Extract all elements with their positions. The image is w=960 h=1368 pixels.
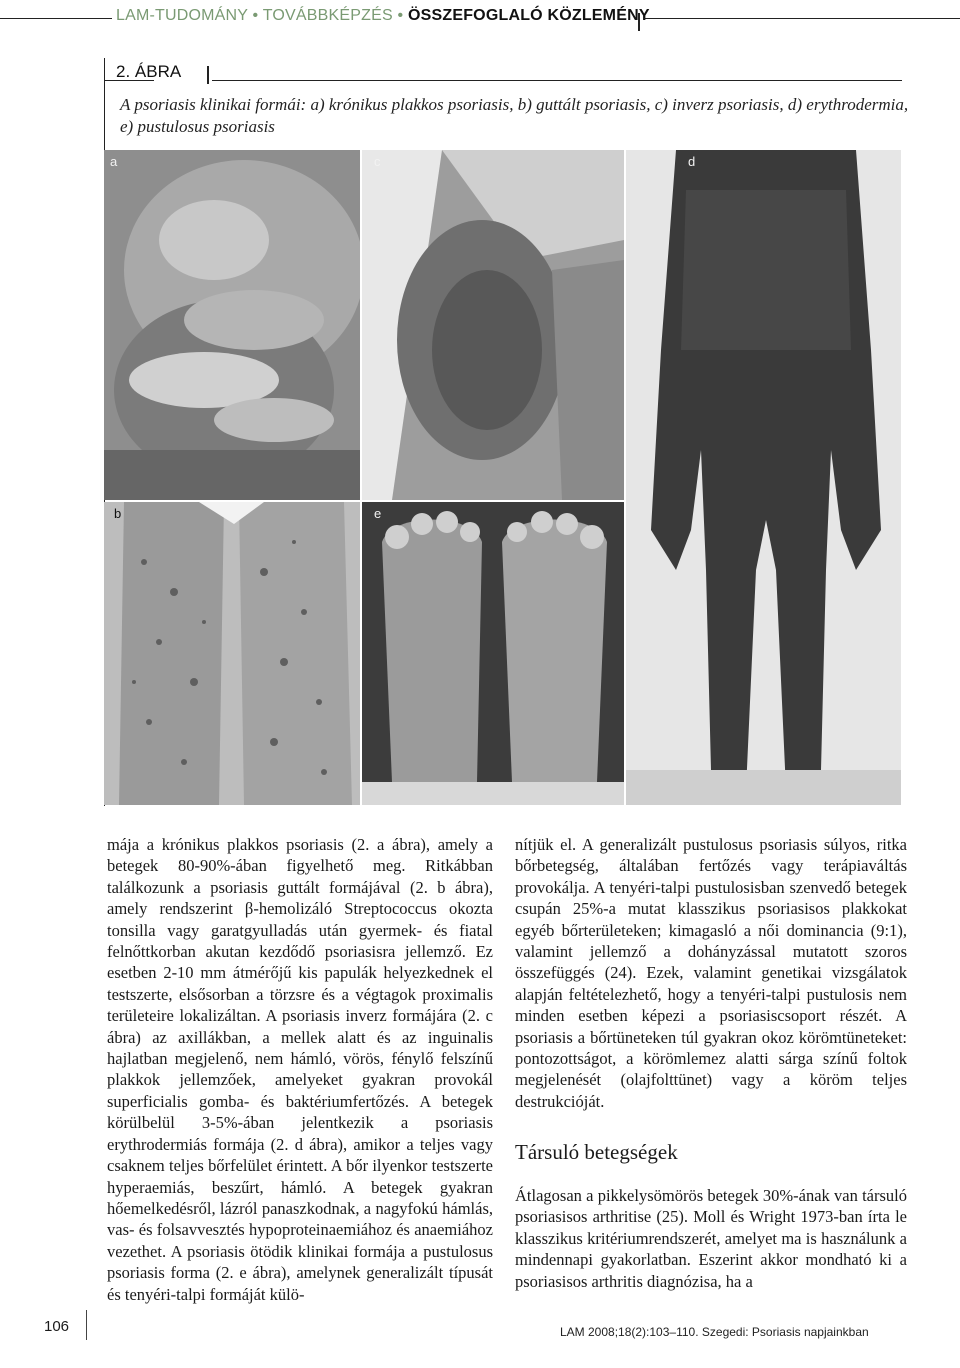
section-heading: Társuló betegségek [515,1140,678,1164]
left-column-text: mája a krónikus plakkos psoriasis (2. a ábra), amely a betegek 80-90%-ában figyelhető meg. Ritkábban találkozunk a psoriasis guttált formájával (2. b ábra), amely rendszerint β-hemolizáló Streptococcus okozta tonsilla vagy garatgyulladás után gyermek- és fiatal felnőttkorban akutan kezdődő psoriasisra jellemző. Ez esetben 2-10 mm átmérőjű kis papulák helyezkednek el testszerte, elsősorban a törzsre és a végtagok proximalis területeire lokalizáltan. A psoriasis inverz formájára (2. c ábra) az axillákban, a mellek alatt és az inguinalis hajlatban megjelenő, nem hámló, vörös, fénylő felszínű plakkok jellemzőek, amelyeket gyakran provokál superficialis gomba- és baktériumfertőzés. A betegek körülbelül 3-5%-ában jelentkezik a psoriasis erythrodermiás formája (2. d ábra), amikor a teljes vagy csaknem teljes bőrfelület érintett. A bőr ilyenkor testszerte hyperaemiás, beszűrt, hámló. A betegek gyakran hőemelkedésről, lázról panaszkodnak, a nagyfokú hámlás, vas- és folsavvesztés hypoproteinaemiához és anaemiához vezethet. A psoriasis ötödik klinikai formája a pustulosus psoriasis forma (2. e ábra), amelynek generalizált típusát és tenyéri-talpi formáját külö- [107,835,493,1304]
header-rule-left [0,18,112,19]
figure-caption: A psoriasis klinikai formái: a) krónikus plakkos psoriasis, b) guttált psoriasis, c) inverz psoriasis, d) erythrodermia, e) pustulosus psoriasis [120,95,909,136]
panel-label-b: b [114,506,122,521]
photo-panel-c [362,150,624,500]
figure-label: 2. ÁBRA [116,62,182,81]
figure-label-bar [207,66,209,84]
page-number: 106 [44,1318,70,1335]
footer-journal: LAM 2008;18(2):103–110. [560,1325,699,1339]
journal-header [0,4,960,30]
page-number-rule [86,1310,87,1340]
header-section-3: ÖSSZEFOGLALÓ KÖZLEMÉNY [407,7,650,24]
footer-citation [560,1325,869,1339]
photo-panel-d [626,150,901,805]
header-label [116,7,650,25]
panel-label-e: e [374,506,382,521]
figure-rule-right [212,80,902,81]
header-section-2: TOVÁBBKÉPZÉS [262,7,393,24]
panel-label-c: c [374,154,381,169]
photo-panel-e [362,502,624,805]
right-column-text: nítjük el. A generalizált pustulosus psoriasis súlyos, ritka bőrbetegség, általában fertőzés vagy terápiaváltás provokálja. A tenyéri-talpi pustulosisban szenvedő betegek csupán 25%-a mutat klasszikus psoriasisos plakkokat egyéb bőrterületeken; kimagasló a női dominancia (9:1), valamint jellemző a dohányzással mutatott szoros összefüggés (24). Ezek, valamint genetikai vizsgálatok alapján feltételezhető, hogy a tenyéri-talpi pustulosis nem minden esetben képezi a psoriasiscsoport részét. A psoriasis a bőrtüneteken túl gyakran okoz körömtüneteket: pontozottságot, a körömlemez alatti sárga színű foltok megjelenését (olajfolttünet) vagy a köröm teljes destrukcióját. [515,835,907,1111]
header-separator-2: • [392,7,408,24]
footer-article: Szegedi: Psoriasis napjainkban [701,1325,869,1339]
body-column-right [515,834,907,1112]
header-rule-right [644,18,960,19]
photo-panel-a [104,150,360,500]
figure-photos [104,150,901,805]
header-bar [638,13,640,31]
header-separator-1: • [247,7,263,24]
panel-label-d: d [688,154,696,169]
photo-panel-b [104,502,360,805]
section-text: Átlagosan a pikkelysömörös betegek 30%-ának van társuló psoriasisos arthritise (25). Moll és Wright 1973-ban írta le klasszikus kritériumrendszerét, amelyet ma is használunk a mindennapi gyakorlatban. Eszerint akkor mondható ki a psoriasisos arthritis diagnózisa, ha a [515,1186,907,1291]
panel-label-a: a [110,154,118,169]
section-body [515,1185,907,1292]
body-column-left [107,834,493,1305]
header-section-1: LAM-TUDOMÁNY [116,7,248,24]
